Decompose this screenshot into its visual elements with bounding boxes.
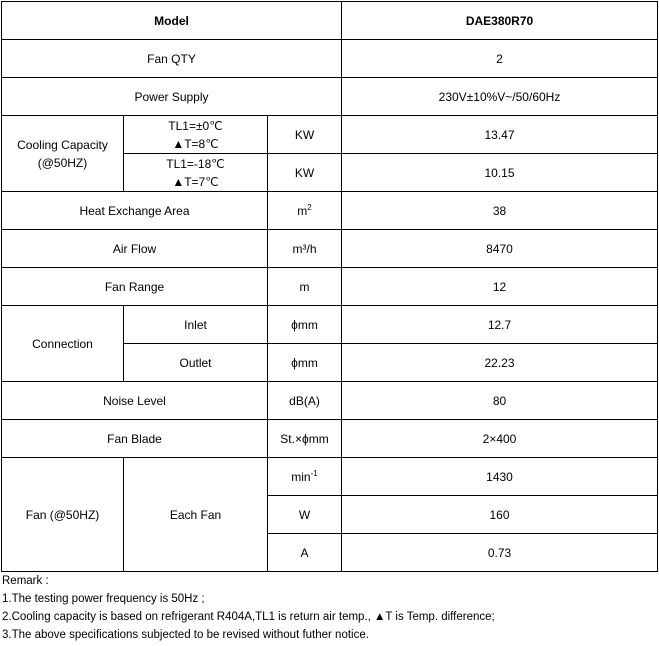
power-supply-label: Power Supply bbox=[2, 78, 342, 116]
model-label: Model bbox=[2, 2, 342, 40]
cooling-capacity-row-1 bbox=[2, 116, 658, 154]
fan-blade-unit: St.×ϕmm bbox=[268, 420, 342, 458]
noise-level-label: Noise Level bbox=[2, 382, 268, 420]
fan-speed-unit-base: min bbox=[291, 469, 311, 484]
cooling-condition-2 bbox=[124, 154, 268, 192]
fan-speed-unit-sup: -1 bbox=[310, 468, 318, 478]
remark-item-1: 1.The testing power frequency is 50Hz ; bbox=[2, 593, 205, 605]
heat-exchange-area-unit bbox=[268, 192, 342, 230]
heat-exchange-area-label: Heat Exchange Area bbox=[2, 192, 268, 230]
air-flow-unit: m³/h bbox=[268, 230, 342, 268]
outlet-label: Outlet bbox=[124, 344, 268, 382]
heat-exchange-area-unit-sup: 2 bbox=[307, 202, 312, 212]
inlet-unit: ϕmm bbox=[268, 306, 342, 344]
fan-power-unit: W bbox=[268, 496, 342, 534]
air-flow-label: Air Flow bbox=[2, 230, 268, 268]
inlet-label: Inlet bbox=[124, 306, 268, 344]
fan-qty-row bbox=[2, 40, 658, 78]
heat-exchange-area-unit-base: m bbox=[297, 203, 308, 218]
air-flow-row bbox=[2, 230, 658, 268]
fan-blade-label: Fan Blade bbox=[2, 420, 268, 458]
cooling-value-1: 13.47 bbox=[342, 116, 658, 154]
fan-label: Fan (@50HZ) bbox=[2, 458, 124, 572]
outlet-unit: ϕmm bbox=[268, 344, 342, 382]
remarks bbox=[2, 572, 657, 644]
cooling-capacity-label-line1: Cooling Capacity bbox=[17, 137, 108, 152]
spec-table bbox=[1, 1, 658, 572]
fan-range-label: Fan Range bbox=[2, 268, 268, 306]
fan-blade-row bbox=[2, 420, 658, 458]
fan-speed-value: 1430 bbox=[342, 458, 658, 496]
power-supply-value: 230V±10%V~/50/60Hz bbox=[342, 78, 658, 116]
cooling-capacity-label bbox=[2, 116, 124, 192]
fan-current-value: 0.73 bbox=[342, 534, 658, 572]
fan-range-value: 12 bbox=[342, 268, 658, 306]
noise-level-unit: dB(A) bbox=[268, 382, 342, 420]
fan-range-row bbox=[2, 268, 658, 306]
remarks-title: Remark : bbox=[2, 575, 49, 587]
connection-label: Connection bbox=[2, 306, 124, 382]
cooling-condition-2-line1: TL1=-18℃ bbox=[166, 156, 225, 171]
cooling-capacity-label-line2: (@50HZ) bbox=[37, 155, 88, 170]
cooling-unit-1: KW bbox=[268, 116, 342, 154]
fan-blade-value: 2×400 bbox=[342, 420, 658, 458]
inlet-value: 12.7 bbox=[342, 306, 658, 344]
each-fan-label: Each Fan bbox=[124, 458, 268, 572]
fan-qty-label: Fan QTY bbox=[2, 40, 342, 78]
heat-exchange-area-row bbox=[2, 192, 658, 230]
fan-qty-value: 2 bbox=[342, 40, 658, 78]
air-flow-value: 8470 bbox=[342, 230, 658, 268]
cooling-condition-1-line1: TL1=±0℃ bbox=[168, 118, 223, 133]
cooling-value-2: 10.15 bbox=[342, 154, 658, 192]
fan-range-unit: m bbox=[268, 268, 342, 306]
fan-current-unit: A bbox=[268, 534, 342, 572]
cooling-condition-2-line2: ▲T=7℃ bbox=[172, 174, 219, 189]
heat-exchange-area-value: 38 bbox=[342, 192, 658, 230]
cooling-condition-1-line2: ▲T=8℃ bbox=[172, 136, 219, 151]
outlet-value: 22.23 bbox=[342, 344, 658, 382]
cooling-unit-2: KW bbox=[268, 154, 342, 192]
fan-speed-unit bbox=[268, 458, 342, 496]
connection-inlet-row bbox=[2, 306, 658, 344]
model-row bbox=[2, 2, 658, 40]
remark-item-3: 3.The above specifications subjected to be revised without futher notice. bbox=[2, 629, 369, 641]
cooling-condition-1 bbox=[124, 116, 268, 154]
noise-level-value: 80 bbox=[342, 382, 658, 420]
model-value: DAE380R70 bbox=[342, 2, 658, 40]
fan-speed-row bbox=[2, 458, 658, 496]
power-supply-row bbox=[2, 78, 658, 116]
remark-item-2: 2.Cooling capacity is based on refrigerant R404A,TL1 is return air temp., ▲T is Temp. difference; bbox=[2, 611, 495, 623]
fan-power-value: 160 bbox=[342, 496, 658, 534]
noise-level-row bbox=[2, 382, 658, 420]
